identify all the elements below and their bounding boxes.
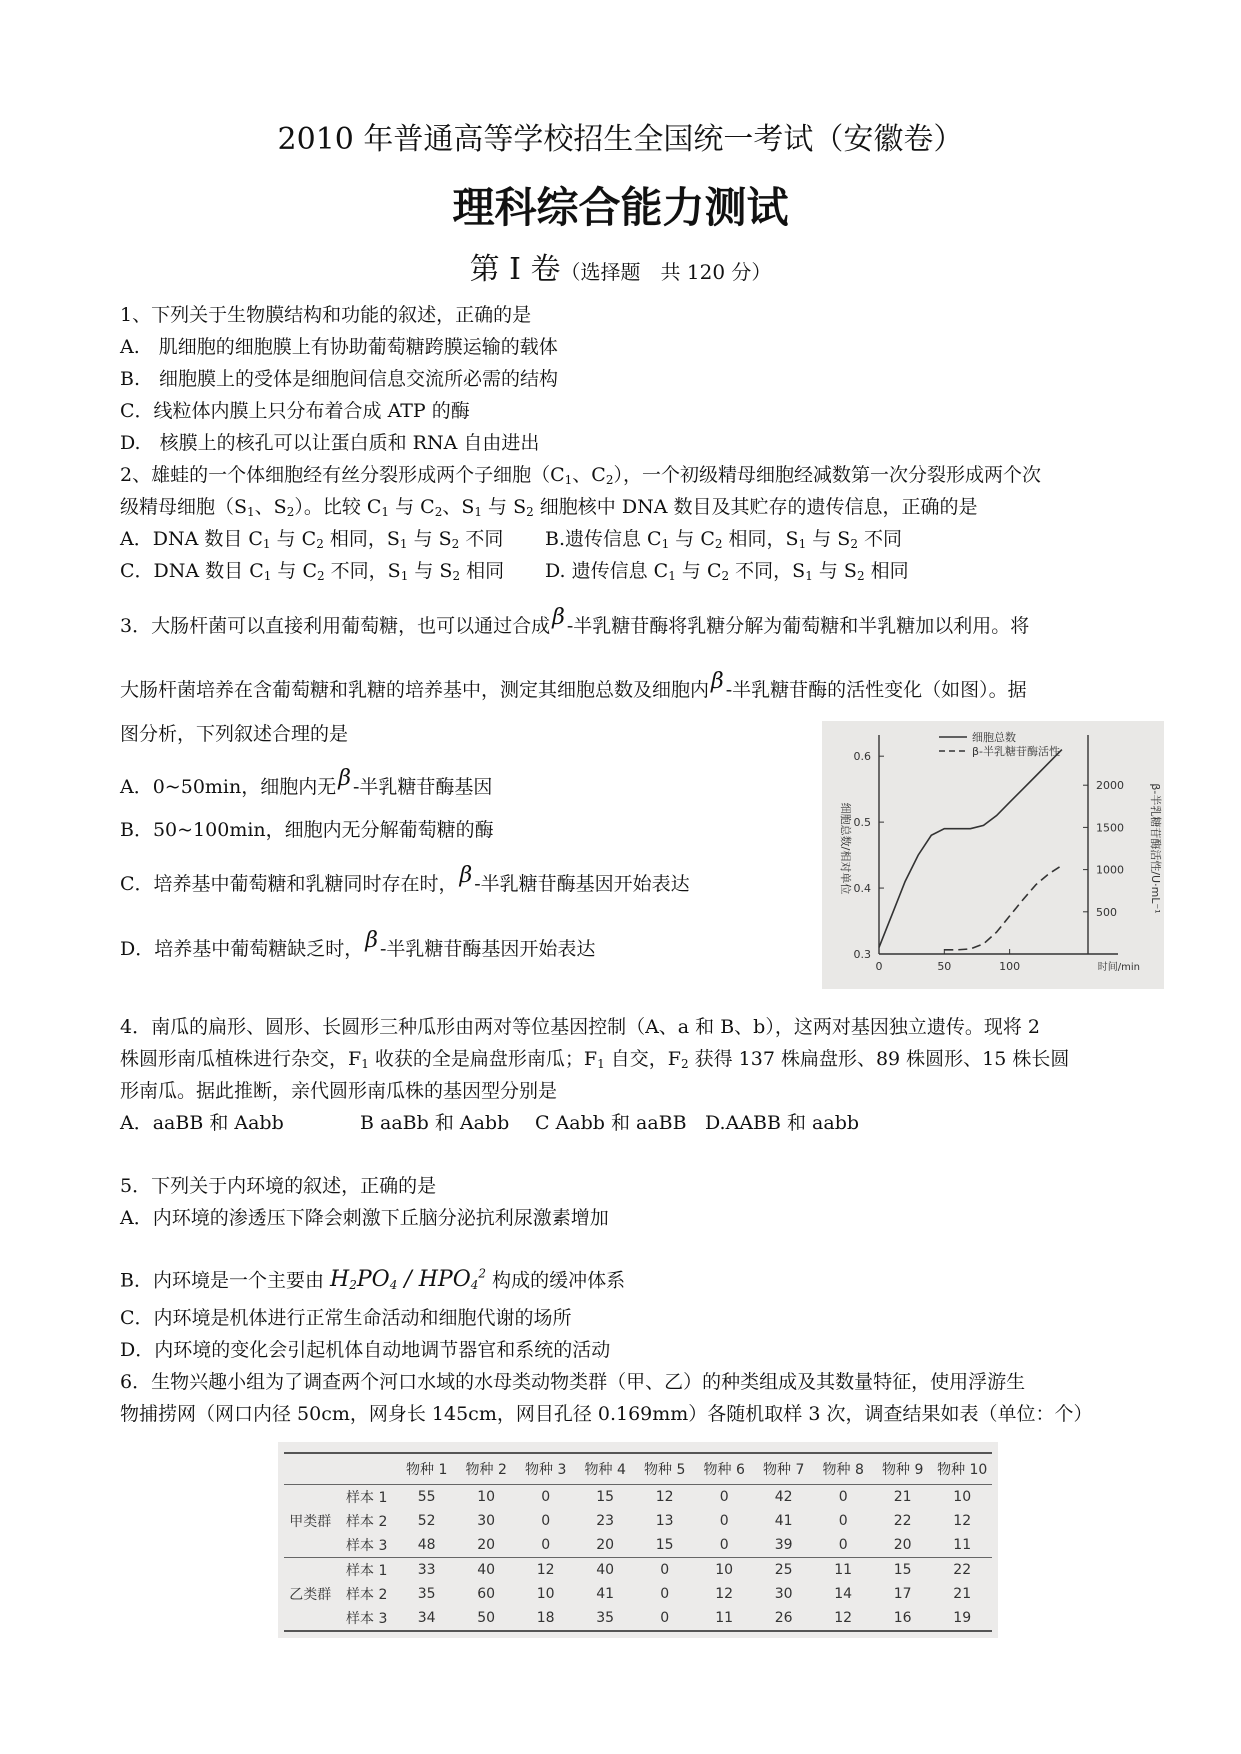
table-header-cell: 物种 5 (635, 1453, 695, 1485)
x-tick-label: 100 (999, 960, 1021, 973)
q3-option-a: A．0~50min，细胞内无β -半乳糖苷酶基因 (120, 766, 493, 798)
q4-option-a: A．aaBB 和 Aabb (120, 1112, 284, 1134)
table-cell: 42 (774, 1489, 793, 1505)
table-cell: 10 (715, 1562, 734, 1578)
q1-option-a: A. 肌细胞的细胞膜上有协助葡萄糖跨膜运输的载体 (120, 336, 558, 358)
table-cell: 55 (417, 1489, 436, 1505)
subject-title: 理科综合能力测试 (452, 183, 789, 232)
beta-symbol: β (338, 766, 351, 791)
table-cell: 0 (694, 1533, 754, 1558)
q1-option-d: D. 核膜上的核孔可以让蛋白质和 RNA 自由进出 (120, 432, 540, 454)
table-header-cell: 物种 10 (932, 1453, 992, 1485)
q2-option-a: A．DNA 数目 $C_1$ 与 $C_2$ 相同，$S_1$ 与 $S_2$ 不同 (120, 528, 504, 551)
q5-option-c: C．内环境是机体进行正常生命活动和细胞代谢的场所 (120, 1307, 572, 1329)
chart-svg (822, 721, 1164, 989)
left-axis-title: 细胞总数/相对单位 (839, 802, 852, 895)
table-cell: 39 (754, 1533, 814, 1558)
cell-count-line (879, 750, 1062, 948)
q3-stem-line2: 大肠杆菌培养在含葡萄糖和乳糖的培养基中，测定其细胞总数及细胞内β -半乳糖苷酶的活性变化（如图）。据 (120, 669, 1027, 701)
table-row (284, 1582, 992, 1606)
table-cell: 10 (536, 1586, 555, 1602)
q2-option-c: C．DNA 数目 $C_1$ 与 $C_2$ 不同，$S_1$ 与 $S_2$ 相同 (120, 560, 505, 583)
table-cell: 0 (635, 1606, 695, 1631)
q3-stem-line3: 图分析，下列叙述合理的是 (120, 723, 349, 745)
table-header-cell: 物种 4 (575, 1453, 635, 1485)
table-cell: 12 (655, 1489, 674, 1505)
q5-option-b: B．内环境是一个主要由 $H_2PO_4 / HPO_4^2$ 构成的缓冲体系 (120, 1267, 626, 1293)
table-cell: 0 (719, 1489, 729, 1505)
table-cell: 50 (456, 1606, 516, 1631)
table-cell: 48 (397, 1533, 457, 1558)
x-tick-label: 50 (937, 960, 952, 973)
table-cell: 12 (953, 1513, 972, 1529)
table-cell: 41 (774, 1513, 793, 1529)
table-header-cell: 物种 9 (873, 1453, 933, 1485)
table-cell: 0 (719, 1513, 729, 1529)
q5-stem: 5．下列关于内环境的叙述，正确的是 (120, 1175, 437, 1197)
q6-stem-line1: 6．生物兴趣小组为了调查两个河口水域的水母类动物类群（甲、乙）的种类组成及其数量特征，使用浮游生 (120, 1371, 1026, 1393)
table-row (284, 1558, 992, 1583)
table-cell: 26 (754, 1606, 814, 1631)
table-row (284, 1606, 992, 1631)
table-cell: 14 (834, 1586, 853, 1602)
table-cell: 10 (477, 1489, 496, 1505)
table-header-cell: 物种 1 (397, 1453, 457, 1485)
table-cell: 21 (893, 1489, 912, 1505)
table-cell: 30 (774, 1586, 793, 1602)
table-cell: 10 (953, 1489, 972, 1505)
table-cell: 25 (774, 1562, 793, 1578)
legend-label: β-半乳糖苷酶活性 (972, 745, 1060, 758)
table-cell: 17 (893, 1586, 912, 1602)
table-cell: 0 (516, 1533, 576, 1558)
sample-label: 样本 3 (336, 1606, 397, 1631)
table-cell: 0 (813, 1533, 873, 1558)
q2-stem-line1: 2、雄蛙的一个体细胞经有丝分裂形成两个子细胞（$C_1$、$C_2$），一个初级精母细胞经减数第一次分裂形成两个次 (120, 464, 1041, 487)
table-cell: 52 (417, 1513, 436, 1529)
sample-label: 样本 3 (336, 1533, 397, 1558)
table-cell: 60 (477, 1586, 496, 1602)
table-cell: 35 (575, 1606, 635, 1631)
enzyme-activity-line (944, 865, 1062, 949)
table-cell: 15 (596, 1489, 615, 1505)
beta-symbol: β (365, 928, 378, 953)
q3-stem-line1: 3．大肠杆菌可以直接利用葡萄糖，也可以通过合成β -半乳糖苷酶将乳糖分解为葡萄糖和半乳糖加以利用。将 (120, 605, 1030, 637)
x-tick-label: 0 (875, 960, 883, 973)
q5-option-d: D．内环境的变化会引起机体自动地调节器官和系统的活动 (120, 1339, 611, 1361)
table-cell: 0 (838, 1489, 848, 1505)
table-row (284, 1533, 992, 1558)
q5-option-a: A．内环境的渗透压下降会刺激下丘脑分泌抗利尿激素增加 (120, 1207, 609, 1229)
table-cell: 0 (838, 1513, 848, 1529)
q6-stem-line2: 物捕捞网（网口内径 50cm，网身长 145cm，网目孔径 0.169mm）各随机取样 3 次，调查结果如表（单位：个） (120, 1403, 1093, 1425)
x-axis-label: 时间/min (1097, 962, 1140, 973)
table-cell: 0 (541, 1489, 551, 1505)
q1-stem: 1、下列关于生物膜结构和功能的叙述，正确的是 (120, 304, 532, 326)
table-header-cell: 物种 8 (813, 1453, 873, 1485)
table-cell: 11 (694, 1606, 754, 1631)
beta-symbol: β (711, 669, 724, 694)
table-cell: 40 (477, 1562, 496, 1578)
q1-option-c: C．线粒体内膜上只分布着合成 ATP 的酶 (120, 400, 470, 422)
table-cell: 40 (596, 1562, 615, 1578)
exam-title: 2010 年普通高等学校招生全国统一考试（安徽卷） (277, 122, 964, 157)
legend-label: 细胞总数 (972, 731, 1016, 744)
table-cell: 33 (417, 1562, 436, 1578)
group-label: 甲类群 (284, 1485, 336, 1558)
left-tick-label: 0.5 (853, 816, 871, 830)
table-cell: 11 (834, 1562, 853, 1578)
q4-option-d: D.AABB 和 aabb (705, 1112, 860, 1134)
data-table (284, 1452, 992, 1632)
table-cell: 0 (660, 1586, 670, 1602)
part-title: 第 I 卷 (469, 252, 561, 287)
q4-stem-line2: 株圆形南瓜植株进行杂交，$F_1$ 收获的全是扁盘形南瓜；$F_1$ 自交，$F_2$ 获得 137 株扁盘形、89 株圆形、15 株长圆 (120, 1048, 1070, 1071)
sample-label: 样本 2 (346, 1587, 388, 1603)
table-row (284, 1509, 992, 1533)
q3-option-c: C．培养基中葡萄糖和乳糖同时存在时，β -半乳糖苷酶基因开始表达 (120, 863, 690, 895)
survey-table (278, 1442, 998, 1638)
table-cell: 20 (873, 1533, 933, 1558)
table-cell: 34 (397, 1606, 457, 1631)
q4-stem-line3: 形南瓜。据此推断，亲代圆形南瓜株的基因型分别是 (120, 1080, 558, 1102)
q2-option-b: B.遗传信息 $C_1$ 与 $C_2$ 相同，$S_1$ 与 $S_2$ 不同 (545, 528, 902, 551)
sample-label: 样本 1 (346, 1490, 388, 1506)
q4-option-c: C Aabb 和 aaBB (535, 1112, 687, 1134)
table-header-cell: 物种 2 (456, 1453, 516, 1485)
right-tick-label: 500 (1096, 905, 1117, 919)
buffer-formula: $H_2PO_4 / HPO_4^2$ (330, 1267, 487, 1293)
q4-option-b: B aaBb 和 Aabb (360, 1112, 510, 1134)
table-cell: 13 (655, 1513, 674, 1529)
q1-option-b: B. 细胞膜上的受体是细胞间信息交流所必需的结构 (120, 368, 559, 390)
table-cell: 0 (541, 1513, 551, 1529)
left-tick-label: 0.6 (853, 750, 871, 764)
table-cell: 35 (417, 1586, 436, 1602)
table-cell: 0 (660, 1562, 670, 1578)
table-cell: 16 (873, 1606, 933, 1631)
left-tick-label: 0.3 (853, 948, 871, 961)
table-cell: 22 (953, 1562, 972, 1578)
right-tick-label: 1000 (1096, 863, 1124, 877)
q4-stem-line1: 4．南瓜的扁形、圆形、长圆形三种瓜形由两对等位基因控制（A、a 和 B、b），这两对基因独立遗传。现将 2 (120, 1016, 1040, 1038)
table-row (284, 1485, 992, 1510)
enzyme-activity-chart (822, 721, 1164, 989)
table-header-cell: 物种 3 (516, 1453, 576, 1485)
table-header-cell: 物种 7 (754, 1453, 814, 1485)
table-cell: 12 (813, 1606, 873, 1631)
right-tick-label: 1500 (1096, 821, 1124, 835)
table-cell: 23 (596, 1513, 615, 1529)
table-cell: 15 (635, 1533, 695, 1558)
table-cell: 12 (536, 1562, 555, 1578)
beta-symbol: β (459, 863, 473, 888)
q2-stem-line2: 级精母细胞（$S_1$、$S_2$）。比较 $C_1$ 与 $C_2$、$S_1$ 与 $S_2$ 细胞核中 DNA 数目及其贮存的遗传信息，正确的是 (120, 496, 978, 519)
table-cell: 22 (893, 1513, 912, 1529)
left-tick-label: 0.4 (853, 882, 871, 896)
q2-option-d: D. 遗传信息 $C_1$ 与 $C_2$ 不同，$S_1$ 与 $S_2$ 相同 (545, 560, 909, 583)
sample-label: 样本 2 (346, 1514, 388, 1530)
table-cell: 30 (477, 1513, 496, 1529)
right-axis-title: β-半乳糖苷酶活性/U·mL⁻¹ (1149, 783, 1162, 914)
right-tick-label: 2000 (1096, 779, 1124, 793)
table-cell: 12 (715, 1586, 734, 1602)
q3-option-d: D．培养基中葡萄糖缺乏时，β -半乳糖苷酶基因开始表达 (120, 928, 596, 960)
q3-option-b: B．50~100min，细胞内无分解葡萄糖的酶 (120, 819, 494, 841)
sample-label: 样本 1 (346, 1563, 388, 1579)
table-cell: 15 (893, 1562, 912, 1578)
table-cell: 20 (575, 1533, 635, 1558)
table-cell: 11 (932, 1533, 992, 1558)
table-cell: 18 (516, 1606, 576, 1631)
table-cell: 19 (932, 1606, 992, 1631)
part-note: （选择题 共 120 分） (560, 260, 772, 284)
table-header-cell: 物种 6 (694, 1453, 754, 1485)
table-cell: 20 (456, 1533, 516, 1558)
table-cell: 21 (953, 1586, 972, 1602)
beta-symbol: β (552, 605, 565, 630)
part-title-row (0, 252, 1241, 292)
table-cell: 41 (596, 1586, 615, 1602)
group-label: 乙类群 (284, 1558, 336, 1632)
